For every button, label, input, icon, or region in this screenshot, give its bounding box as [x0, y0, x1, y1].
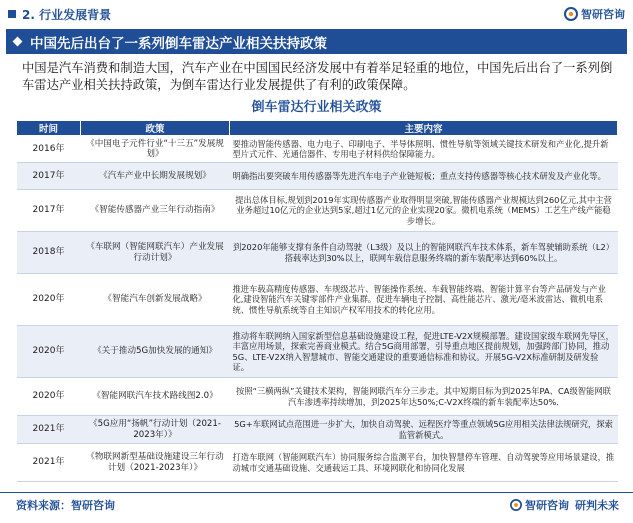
cell-policy: 《关于推动5G加快发展的通知》	[81, 326, 230, 378]
cell-content: 到2020年能够支撑有条件自动驾驶（L3级）及以上的智能网联汽车技术体系，新车驾驶辅助系统（L2）搭载率达到30%以上，联网车载信息服务终端的新车装配率达到60%以上。	[230, 232, 618, 274]
cell-policy: 《物联网新型基础设施建设三年行动计划（2021-2023年）》	[81, 444, 230, 482]
cell-content: 5G+车联网试点范围进一步扩大，加快自动驾驶、远程医疗等重点领域5G应用相关法律法规研究，探索监管新模式。	[230, 416, 618, 444]
table-row	[17, 136, 618, 163]
brand-logo	[564, 6, 625, 22]
cell-year: 2020年	[17, 326, 81, 378]
table-row	[17, 444, 618, 482]
section-title	[0, 0, 111, 28]
cell-policy: 《智能传感器产业三年行动指南》	[81, 190, 230, 232]
cell-year: 2020年	[17, 378, 81, 416]
footer-brand-name: 智研咨询	[525, 499, 569, 512]
cell-content: 提出总体目标,规划到2019年实现传感器产业取得明显突破,智能传感器产业规模达到260亿元,其中主营业务超过10亿元的企业达到5家,超过1亿元的企业实现20家。微机电系统（MEMS）工艺生产线产能稳步增长。	[230, 190, 618, 232]
cell-content: 推动将车联网纳入国家新型信息基础设施建设工程，促进LTE-V2X规模部署。建设国家级车联网先导区，丰富应用场景，探索完善商业模式。结合5G商用部署，引导重点地区提前规划，加强跨部门协同，推动5G、LTE-V2X纳入智慧城市、智能交通建设的重要通信标准和协议。开展5G-V2X标准研制及研发验证。	[230, 326, 618, 378]
cell-content: 明确指出要突破车用传感器等先进汽车电子产业链短板；重点支持传感器等核心技术研发及产业化等。	[230, 163, 618, 190]
table-row	[17, 274, 618, 326]
cell-policy: 《中国电子元件行业“十三五”发展规划》	[81, 136, 230, 163]
brand-logo-icon	[564, 7, 578, 21]
table-row	[17, 326, 618, 378]
cell-policy: 《汽车产业中长期发展规划》	[81, 163, 230, 190]
cell-year: 2016年	[17, 136, 81, 163]
table-row	[17, 163, 618, 190]
cell-year: 2017年	[17, 163, 81, 190]
table-row	[17, 190, 618, 232]
cell-year: 2021年	[17, 444, 81, 482]
cell-policy: 《5G应用“扬帆”行动计划（2021-2023年）》	[81, 416, 230, 444]
column-header-content: 主要内容	[230, 121, 618, 136]
footer-divider	[0, 492, 633, 493]
top-bar	[0, 0, 633, 28]
cell-content: 要推动智能传感器、电力电子、印刷电子、半导体照明、惯性导航等领域关键技术研发和产业化,提升新型片式元件、光通信器件、专用电子材料供给保障能力。	[230, 136, 618, 163]
cell-content: 按照“三横两纵”关键技术架构，智能网联汽车分三步走。其中短期目标为到2025年PA、CA级智能网联汽车渗透率持续增加，到2025年达50%;C-V2X终端的新车装配率达50%.	[230, 378, 618, 416]
brand-name: 智研咨询	[581, 8, 625, 21]
table-title: 倒车雷达行业相关政策	[251, 100, 382, 115]
table-row	[17, 378, 618, 416]
footer-slogan: 研判未来	[575, 499, 619, 512]
intro-paragraph: 中国是汽车消费和制造大国，汽车产业在中国国民经济发展中有着举足轻重的地位，中国先后出台了一系列倒车雷达产业相关扶持政策，为倒车雷达行业发展提供了有利的政策保障。	[22, 61, 613, 92]
cell-year: 2017年	[17, 190, 81, 232]
brand-logo-icon	[510, 499, 522, 511]
banner	[6, 29, 627, 54]
cell-year: 2018年	[17, 232, 81, 274]
table-header-row	[17, 121, 618, 136]
cell-policy: 《车联网（智能网联汽车）产业发展行动计划》	[81, 232, 230, 274]
policy-table	[16, 120, 618, 482]
column-header-policy: 政策	[81, 121, 230, 136]
cell-year: 2020年	[17, 274, 81, 326]
table-row	[17, 232, 618, 274]
source-note: 资料来源：智研咨询	[16, 499, 115, 512]
footer-brand	[510, 497, 619, 513]
cell-content: 推进车载高精度传感器、车规级芯片、智能操作系统、车载智能终端、智能计算平台等产品研发与产业化,建设智能汽车关键零部件产业集群。促进车辆电子控制、高性能芯片、激光/毫米波雷达、微机电系统、惯性导航系统等自主知识产权军用技术的转化应用。	[230, 274, 618, 326]
square-bullet-icon	[8, 10, 16, 18]
cell-year: 2021年	[17, 416, 81, 444]
cell-content: 打造车联网（智能网联汽车）协同服务综合监测平台，加快智慧停车管理、自动驾驶等应用场景建设，推动城市交通基础设施、交通载运工具、环境网联化和协同化发展	[230, 444, 618, 482]
section-title-text: 2. 行业发展背景	[22, 7, 112, 22]
diamond-icon	[13, 37, 23, 47]
cell-policy: 《智能网联汽车技术路线图2.0》	[81, 378, 230, 416]
column-header-time: 时间	[17, 121, 81, 136]
banner-title: 中国先后出台了一系列倒车雷达产业相关扶持政策	[30, 35, 327, 52]
table-row	[17, 416, 618, 444]
cell-policy: 《智能汽车创新发展战略》	[81, 274, 230, 326]
